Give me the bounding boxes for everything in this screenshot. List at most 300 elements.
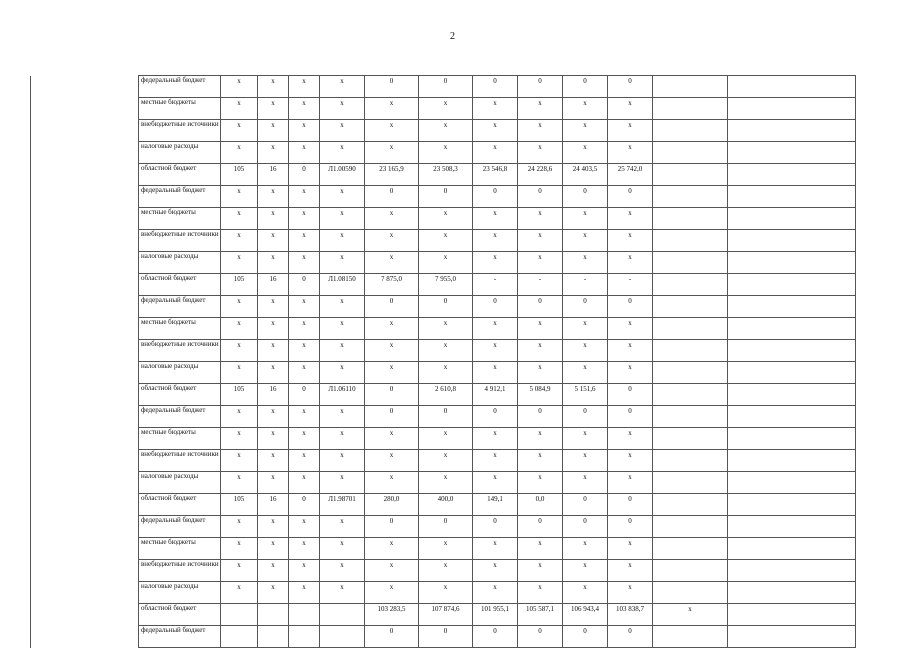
table-cell: 0: [608, 516, 653, 538]
table-cell: х: [419, 340, 473, 362]
table-cell: х: [518, 560, 563, 582]
table-cell: х: [518, 208, 563, 230]
extra-cell: [653, 252, 728, 274]
table-cell: х: [258, 120, 289, 142]
table-cell: х: [289, 98, 320, 120]
table-cell: х: [473, 120, 518, 142]
table-cell: [320, 626, 365, 648]
table-cell: х: [419, 582, 473, 604]
table-cell: 0: [608, 494, 653, 516]
table-cell: 400,0: [419, 494, 473, 516]
table-cell: 0: [365, 516, 419, 538]
funding-source-label: федеральный бюджет: [139, 626, 221, 648]
table-cell: 0: [518, 516, 563, 538]
funding-source-label: федеральный бюджет: [139, 516, 221, 538]
table-cell: х: [608, 472, 653, 494]
table-cell: 0: [473, 516, 518, 538]
empty-cell: [728, 582, 856, 604]
table-cell: х: [563, 450, 608, 472]
table-cell: 0: [563, 626, 608, 648]
table-cell: х: [563, 582, 608, 604]
extra-cell: [653, 164, 728, 186]
table-cell: х: [608, 208, 653, 230]
table-cell: 0: [365, 626, 419, 648]
table-cell: х: [608, 318, 653, 340]
table-cell: 5 151,6: [563, 384, 608, 406]
table-cell: х: [563, 472, 608, 494]
table-cell: 23 165,9: [365, 164, 419, 186]
table-cell: 16: [258, 274, 289, 296]
extra-cell: [653, 516, 728, 538]
table-cell: 106 943,4: [563, 604, 608, 626]
table-row: [31, 296, 856, 318]
extra-cell: [653, 186, 728, 208]
table-cell: Л1.98701: [320, 494, 365, 516]
table-cell: 0: [608, 384, 653, 406]
table-cell: 23 508,3: [419, 164, 473, 186]
extra-cell: [653, 362, 728, 384]
funding-source-label: областной бюджет: [139, 604, 221, 626]
table-cell: х: [320, 318, 365, 340]
table-cell: 0: [563, 186, 608, 208]
table-cell: х: [221, 318, 258, 340]
table-cell: х: [365, 538, 419, 560]
table-cell: х: [221, 450, 258, 472]
table-cell: 0: [518, 406, 563, 428]
table-cell: х: [563, 362, 608, 384]
table-cell: х: [258, 186, 289, 208]
table-cell: 0,0: [518, 494, 563, 516]
table-cell: х: [320, 296, 365, 318]
table-cell: х: [221, 560, 258, 582]
table-cell: х: [473, 340, 518, 362]
funding-source-label: местные бюджеты: [139, 318, 221, 340]
table-cell: х: [518, 120, 563, 142]
table-cell: х: [320, 340, 365, 362]
table-cell: х: [221, 538, 258, 560]
table-cell: [258, 626, 289, 648]
table-cell: х: [419, 142, 473, 164]
funding-source-label: федеральный бюджет: [139, 296, 221, 318]
table-cell: х: [221, 186, 258, 208]
table-cell: х: [518, 252, 563, 274]
table-cell: 4 912,1: [473, 384, 518, 406]
table-cell: х: [473, 560, 518, 582]
table-cell: [289, 604, 320, 626]
table-cell: 0: [563, 516, 608, 538]
empty-cell: [728, 142, 856, 164]
table-cell: 107 874,6: [419, 604, 473, 626]
table-cell: 0: [473, 406, 518, 428]
table-cell: 16: [258, 164, 289, 186]
table-cell: Л1.06110: [320, 384, 365, 406]
table-cell: х: [365, 340, 419, 362]
extra-cell: [653, 582, 728, 604]
table-cell: 0: [289, 274, 320, 296]
table-cell: х: [563, 428, 608, 450]
table-cell: 0: [289, 384, 320, 406]
table-cell: х: [289, 252, 320, 274]
empty-cell: [728, 604, 856, 626]
extra-cell: [653, 472, 728, 494]
table-cell: х: [419, 208, 473, 230]
table-cell: х: [289, 186, 320, 208]
table-cell: 105: [221, 164, 258, 186]
table-cell: х: [473, 230, 518, 252]
table-cell: х: [608, 340, 653, 362]
table-cell: х: [320, 252, 365, 274]
table-cell: х: [473, 318, 518, 340]
table-cell: 0: [419, 626, 473, 648]
extra-cell: [653, 406, 728, 428]
table-cell: х: [518, 362, 563, 384]
table-cell: 24 228,6: [518, 164, 563, 186]
table-cell: [320, 604, 365, 626]
table-cell: х: [320, 120, 365, 142]
table-cell: х: [221, 252, 258, 274]
table-cell: 0: [518, 186, 563, 208]
table-cell: 0: [608, 626, 653, 648]
extra-cell: [653, 384, 728, 406]
table-cell: 0: [289, 494, 320, 516]
table-cell: 5 084,9: [518, 384, 563, 406]
table-cell: х: [608, 362, 653, 384]
table-cell: х: [221, 296, 258, 318]
table-row: [31, 604, 856, 626]
table-cell: 24 403,5: [563, 164, 608, 186]
empty-cell: [728, 560, 856, 582]
table-cell: х: [320, 560, 365, 582]
table-cell: 0: [419, 186, 473, 208]
table-cell: 23 546,8: [473, 164, 518, 186]
table-cell: х: [365, 582, 419, 604]
table-cell: 0: [365, 384, 419, 406]
table-cell: х: [365, 560, 419, 582]
table-cell: х: [419, 362, 473, 384]
table-cell: 101 955,1: [473, 604, 518, 626]
table-cell: х: [258, 142, 289, 164]
table-cell: х: [608, 252, 653, 274]
table-cell: х: [320, 472, 365, 494]
table-cell: х: [518, 318, 563, 340]
table-row: [31, 384, 856, 406]
table-cell: х: [419, 560, 473, 582]
table-row: [31, 318, 856, 340]
table-cell: х: [563, 230, 608, 252]
table-row: [31, 164, 856, 186]
table-cell: х: [320, 538, 365, 560]
table-cell: х: [320, 406, 365, 428]
table-cell: х: [518, 472, 563, 494]
table-cell: х: [221, 472, 258, 494]
table-cell: х: [258, 230, 289, 252]
funding-source-label: местные бюджеты: [139, 208, 221, 230]
funding-source-label: областной бюджет: [139, 384, 221, 406]
table-cell: х: [473, 450, 518, 472]
table-cell: 16: [258, 494, 289, 516]
table-cell: х: [365, 450, 419, 472]
empty-cell: [728, 340, 856, 362]
table-row: [31, 538, 856, 560]
empty-cell: [728, 626, 856, 648]
extra-cell: [653, 626, 728, 648]
table-cell: х: [289, 560, 320, 582]
funding-source-label: федеральный бюджет: [139, 186, 221, 208]
table-cell: х: [289, 406, 320, 428]
table-cell: х: [289, 142, 320, 164]
table-cell: х: [365, 120, 419, 142]
table-cell: х: [320, 582, 365, 604]
table-cell: х: [518, 340, 563, 362]
empty-cell: [728, 120, 856, 142]
table-cell: 103 283,5: [365, 604, 419, 626]
table-cell: х: [365, 230, 419, 252]
table-cell: х: [563, 538, 608, 560]
table-cell: х: [473, 252, 518, 274]
table-cell: 0: [608, 406, 653, 428]
table-cell: х: [221, 120, 258, 142]
table-cell: х: [320, 142, 365, 164]
empty-cell: [728, 230, 856, 252]
table-cell: х: [320, 516, 365, 538]
table-cell: х: [221, 428, 258, 450]
empty-cell: [728, 98, 856, 120]
table-cell: [221, 626, 258, 648]
table-cell: 0: [419, 516, 473, 538]
funding-source-label: налоговые расходы: [139, 142, 221, 164]
table-cell: х: [365, 98, 419, 120]
table-cell: х: [365, 472, 419, 494]
table-cell: х: [419, 538, 473, 560]
table-cell: х: [258, 318, 289, 340]
extra-cell: [653, 76, 728, 98]
table-cell: 280,0: [365, 494, 419, 516]
table-cell: 105: [221, 494, 258, 516]
table-cell: х: [563, 98, 608, 120]
table-row: [31, 560, 856, 582]
table-cell: 25 742,0: [608, 164, 653, 186]
table-cell: х: [289, 450, 320, 472]
table-cell: -: [563, 274, 608, 296]
empty-cell: [728, 318, 856, 340]
table-row: [31, 98, 856, 120]
table-cell: х: [365, 362, 419, 384]
table-cell: х: [289, 208, 320, 230]
table-cell: х: [289, 340, 320, 362]
table-cell: х: [608, 450, 653, 472]
table-cell: 0: [473, 76, 518, 98]
table-cell: х: [563, 318, 608, 340]
table-row: [31, 120, 856, 142]
table-row: [31, 362, 856, 384]
empty-cell: [728, 362, 856, 384]
table-cell: х: [365, 318, 419, 340]
table-cell: х: [473, 142, 518, 164]
empty-cell: [728, 274, 856, 296]
table-cell: х: [258, 516, 289, 538]
extra-cell: [653, 142, 728, 164]
extra-cell: [653, 274, 728, 296]
table-cell: 0: [365, 406, 419, 428]
empty-cell: [728, 252, 856, 274]
empty-cell: [728, 516, 856, 538]
funding-source-label: областной бюджет: [139, 164, 221, 186]
table-cell: х: [419, 318, 473, 340]
table-row: [31, 582, 856, 604]
table-cell: х: [518, 98, 563, 120]
table-cell: 0: [608, 296, 653, 318]
table-cell: х: [289, 582, 320, 604]
empty-cell: [728, 494, 856, 516]
table-cell: -: [608, 274, 653, 296]
table-cell: 105 587,1: [518, 604, 563, 626]
extra-cell: [653, 120, 728, 142]
table-cell: х: [563, 340, 608, 362]
table-cell: 0: [365, 296, 419, 318]
table-cell: х: [419, 120, 473, 142]
table-row: [31, 208, 856, 230]
table-cell: х: [473, 98, 518, 120]
table-cell: х: [518, 538, 563, 560]
funding-source-label: областной бюджет: [139, 494, 221, 516]
table-cell: х: [258, 362, 289, 384]
table-row: [31, 428, 856, 450]
table-cell: х: [258, 340, 289, 362]
table-cell: х: [258, 406, 289, 428]
empty-cell: [728, 76, 856, 98]
table-cell: х: [258, 538, 289, 560]
table-cell: 0: [365, 186, 419, 208]
table-cell: х: [563, 120, 608, 142]
table-cell: х: [289, 296, 320, 318]
table-cell: х: [473, 582, 518, 604]
table-cell: -: [473, 274, 518, 296]
funding-source-label: налоговые расходы: [139, 472, 221, 494]
table-cell: х: [608, 582, 653, 604]
table-cell: Л1.00590: [320, 164, 365, 186]
table-row: [31, 142, 856, 164]
table-cell: х: [221, 516, 258, 538]
table-cell: 0: [563, 406, 608, 428]
table-cell: 2 610,8: [419, 384, 473, 406]
table-cell: х: [221, 98, 258, 120]
table-cell: х: [320, 450, 365, 472]
funding-source-label: налоговые расходы: [139, 582, 221, 604]
empty-cell: [728, 472, 856, 494]
table-cell: х: [289, 472, 320, 494]
table-cell: 0: [608, 76, 653, 98]
empty-cell: [728, 538, 856, 560]
extra-cell: [653, 560, 728, 582]
table-cell: х: [258, 98, 289, 120]
table-cell: х: [221, 76, 258, 98]
table-cell: 0: [419, 406, 473, 428]
table-cell: х: [419, 472, 473, 494]
table-cell: х: [473, 472, 518, 494]
table-cell: х: [289, 76, 320, 98]
funding-source-label: налоговые расходы: [139, 362, 221, 384]
table-cell: х: [258, 450, 289, 472]
extra-cell: [653, 318, 728, 340]
funding-source-label: местные бюджеты: [139, 98, 221, 120]
table-cell: х: [608, 120, 653, 142]
table-cell: х: [518, 142, 563, 164]
table-cell: х: [289, 538, 320, 560]
table-cell: 0: [419, 76, 473, 98]
funding-source-label: федеральный бюджет: [139, 76, 221, 98]
table-cell: х: [608, 428, 653, 450]
table-cell: х: [289, 362, 320, 384]
table-cell: -: [518, 274, 563, 296]
table-cell: х: [258, 472, 289, 494]
table-cell: х: [320, 76, 365, 98]
table-cell: 0: [419, 296, 473, 318]
table-cell: х: [221, 230, 258, 252]
table-row: [31, 472, 856, 494]
table-cell: х: [221, 142, 258, 164]
table-row: [31, 494, 856, 516]
empty-cell: [728, 186, 856, 208]
table-cell: х: [221, 582, 258, 604]
table-cell: х: [518, 450, 563, 472]
table-row: [31, 340, 856, 362]
funding-source-label: внебюджетные источники: [139, 560, 221, 582]
table-row: [31, 274, 856, 296]
table-cell: х: [419, 230, 473, 252]
table-cell: х: [518, 582, 563, 604]
table-cell: х: [608, 560, 653, 582]
funding-source-label: местные бюджеты: [139, 428, 221, 450]
table-cell: х: [608, 142, 653, 164]
extra-cell: [653, 538, 728, 560]
table-cell: х: [320, 98, 365, 120]
table-cell: 149,1: [473, 494, 518, 516]
empty-cell: [728, 208, 856, 230]
table-cell: [289, 626, 320, 648]
extra-cell: [653, 340, 728, 362]
table-row: [31, 186, 856, 208]
table-cell: х: [473, 538, 518, 560]
table-cell: 0: [518, 296, 563, 318]
table-cell: х: [365, 208, 419, 230]
table-cell: 0: [473, 186, 518, 208]
table-cell: х: [258, 76, 289, 98]
table-cell: х: [563, 208, 608, 230]
merged-name-cell: [31, 76, 139, 648]
table-cell: х: [289, 428, 320, 450]
table-cell: х: [320, 230, 365, 252]
budget-table: [30, 75, 856, 648]
table-cell: х: [563, 142, 608, 164]
funding-source-label: внебюджетные источники: [139, 450, 221, 472]
table-cell: х: [563, 252, 608, 274]
table-cell: 0: [473, 626, 518, 648]
empty-cell: [728, 296, 856, 318]
funding-source-label: внебюджетные источники: [139, 340, 221, 362]
table-cell: [258, 604, 289, 626]
table-cell: х: [289, 318, 320, 340]
table-row: [31, 450, 856, 472]
extra-cell: [653, 230, 728, 252]
table-row: [31, 252, 856, 274]
table-cell: х: [419, 252, 473, 274]
table-cell: х: [473, 362, 518, 384]
empty-cell: [728, 406, 856, 428]
table-cell: 0: [289, 164, 320, 186]
empty-cell: [728, 450, 856, 472]
table-cell: х: [518, 230, 563, 252]
funding-source-label: федеральный бюджет: [139, 406, 221, 428]
